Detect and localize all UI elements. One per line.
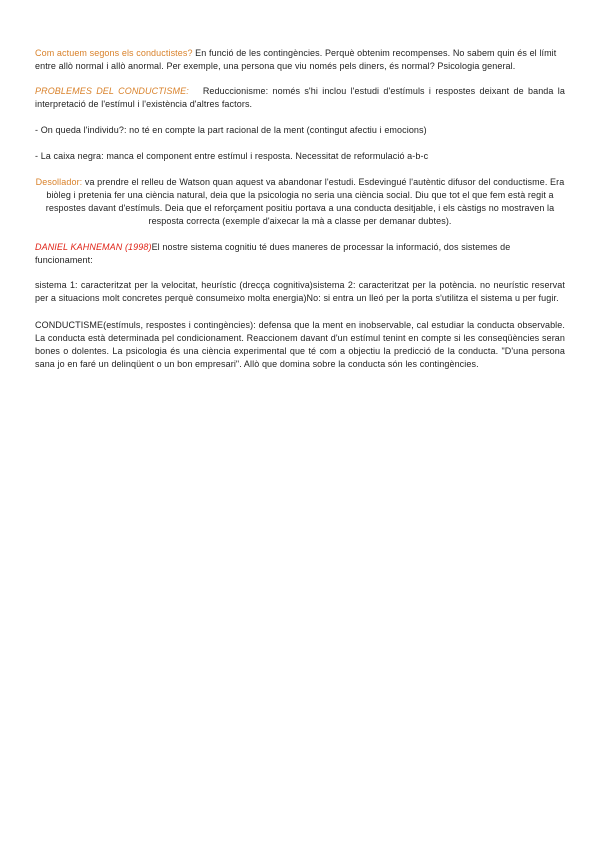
person-heading: Desollador:: [35, 177, 83, 187]
paragraph-kahneman: [35, 241, 565, 267]
paragraph-text: En funció de les contingències. Perquè obtenim recompenses. No sabem quin és el límit entre allò normal i allò anormal. Per exemple, una persona que viu només pels diners, és normal? Psicologia general.: [35, 48, 557, 71]
paragraph-behaviorist-action: [35, 47, 565, 73]
section-heading-problems: PROBLEMES DEL CONDUCTISME:: [35, 86, 189, 96]
document-body: [35, 47, 565, 371]
paragraph-problems: [35, 85, 565, 111]
author-heading: DANIEL KAHNEMAN (1998): [35, 242, 152, 252]
paragraph-desollador: [35, 176, 565, 228]
paragraph-systems: sistema 1: caracteritzat per la velocitat, heurístic (drecça cognitiva)sistema 2: caracteritzat per la potència. no neurístic reservat per a situacions molt concretes perquè consumeixo molta energia)No: si entra un lleó per la porta s'utilitza el sistema u per fugir.: [35, 280, 565, 303]
paragraph-text: El nostre sistema cognitiu té dues maneres de processar la informació, dos sistemes de funcionament:: [35, 242, 511, 265]
bullet-black-box: - La caixa negra: manca el component entre estímul i resposta. Necessitat de reformulació a-b-c: [35, 151, 429, 161]
paragraph-text: Reduccionisme: només s'hi inclou l'estudi d'estímuls i respostes deixant de banda la interpretació de l'estímul i l'existència d'altres factors.: [35, 86, 566, 109]
paragraph-text: va prendre el relleu de Watson quan aquest va abandonar l'estudi. Esdevingué l'autèntic difusor del conductisme. Era biòleg i pretenia fer una ciència natural, deia que la psicologia no seria una ciència social. Diu que tot el que fem està regit a respostes davant d'estímuls. Deia que el reforçament positiu portava a una conducta desitjable, i els càstigs no mostraven la resposta correcta (exemple d'aixecar la mà a classe per demanar dubtes).: [45, 177, 565, 226]
paragraph-conductisme: CONDUCTISME(estímuls, respostes i contingències): defensa que la ment en inobservable, cal estudiar la conducta observable. La conducta està determinada pel condicionament. Reaccionem davant d'un estímul tenint en compte si les conseqüències seran bones o dolentes. La psicologia és una ciència experimental que té com a objectiu la predicció de la conducta. "D'una persona sana jo en faré un delinqüent o un bon empresari". Allò que domina sobre la conducta són les contingències.: [35, 320, 565, 369]
bullet-individual: - On queda l'individu?: no té en compte la part racional de la ment (contingut afectiu i emocions): [35, 125, 427, 135]
question-heading: Com actuem segons els conductistes?: [35, 48, 193, 58]
